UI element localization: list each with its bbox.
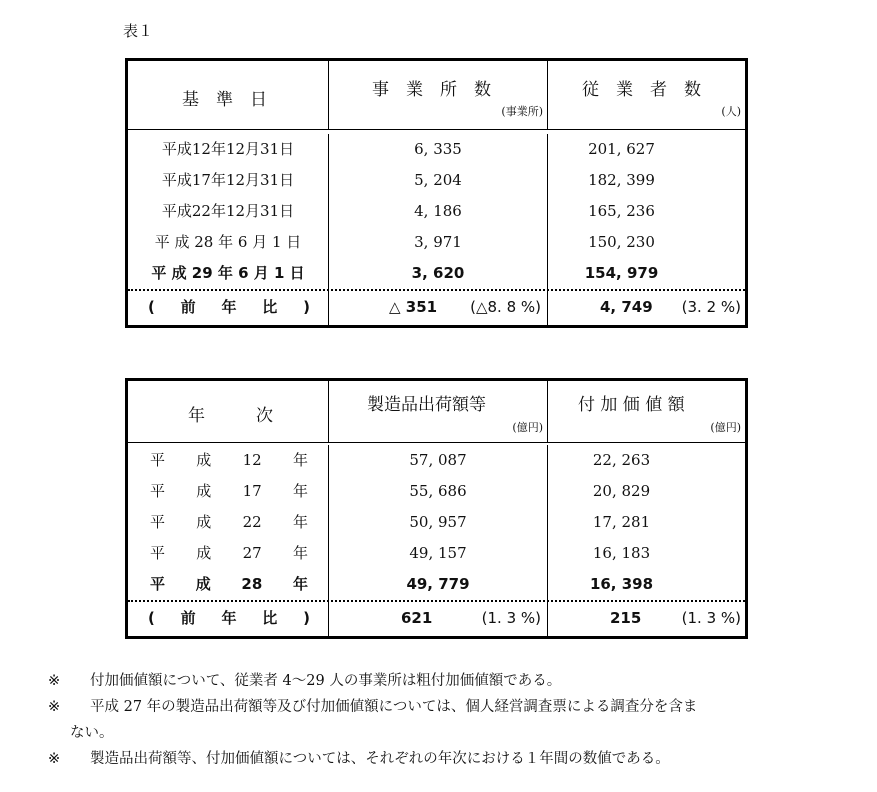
year-part: 成 [196, 513, 212, 531]
change-value: 621 [401, 609, 433, 627]
establishments-table [125, 58, 748, 328]
establishments-cell: 3, 620 [329, 258, 548, 289]
year-cell [128, 445, 329, 476]
year-cell [128, 569, 329, 600]
year-part: 年 [292, 482, 308, 500]
reference-mark: ※ [48, 751, 61, 767]
header-cell-establishments [329, 61, 548, 129]
year-on-year-row [128, 600, 745, 636]
label-char: 前 [180, 298, 196, 316]
shipments-cell: 50, 957 [329, 507, 548, 538]
establishments-cell: 4, 186 [329, 196, 548, 227]
year-part: 成 [195, 575, 211, 593]
table-row [128, 445, 745, 476]
header-title: 付 加 価 値 額 [578, 395, 685, 415]
reference-mark: ※ [48, 673, 61, 689]
year-part: 27 [242, 544, 262, 562]
table-row [128, 227, 745, 258]
paren-open: ( [148, 609, 155, 627]
shipments-table [125, 378, 748, 639]
header-unit: (人) [721, 105, 741, 118]
change-value: 4, 749 [600, 298, 653, 316]
header-unit: (億円) [512, 421, 543, 434]
change-value: 215 [610, 609, 642, 627]
change-percent: (1. 3 %) [481, 609, 541, 627]
header-cell-value-added [548, 381, 745, 442]
year-part: 平 [150, 544, 166, 562]
year-part: 28 [241, 575, 263, 593]
paren-open: ( [148, 298, 155, 316]
year-part: 22 [242, 513, 262, 531]
paren-close: ) [303, 609, 310, 627]
table-row [128, 476, 745, 507]
header-title: 事 業 所 数 [372, 80, 491, 100]
year-cell [128, 507, 329, 538]
year-cell [128, 538, 329, 569]
header-cell-employees [548, 61, 745, 129]
date-cell: 平 成 29 年 6 月 1 日 [128, 258, 329, 289]
establishments-cell: 5, 204 [329, 165, 548, 196]
year-on-year-row [128, 289, 745, 325]
year-part: 平 [150, 513, 166, 531]
date-cell: 平成12年12月31日 [128, 134, 329, 165]
footnote [48, 668, 838, 694]
shipments-cell: 49, 779 [329, 569, 548, 600]
footnote-continuation: ない。 [70, 725, 114, 741]
change-percent: (1. 3 %) [681, 609, 741, 627]
shipments-cell: 55, 686 [329, 476, 548, 507]
establishments-cell: 3, 971 [329, 227, 548, 258]
table-row [128, 165, 745, 196]
value-added-cell: 17, 281 [592, 513, 651, 531]
employees-cell: 165, 236 [588, 202, 655, 220]
value-added-cell: 20, 829 [592, 482, 651, 500]
label-char: 年 [221, 609, 237, 627]
table-row [128, 538, 745, 569]
header-title: 製造品出荷額等 [367, 395, 486, 415]
year-on-year-label [128, 602, 329, 636]
header-unit: (事業所) [501, 105, 543, 118]
table-caption: 表１ [123, 22, 154, 40]
footnotes [48, 668, 838, 772]
paren-close: ) [303, 298, 310, 316]
establishments-cell: 6, 335 [329, 134, 548, 165]
header-cell-year [128, 381, 329, 442]
label-char: 比 [262, 609, 278, 627]
change-percent: (3. 2 %) [681, 298, 741, 316]
year-part: 平 [150, 575, 166, 593]
footnote [48, 746, 838, 772]
header-cell-date [128, 61, 329, 129]
employees-change [548, 291, 745, 325]
label-char: 前 [180, 609, 196, 627]
value-added-change [548, 602, 745, 636]
shipments-cell: 57, 087 [329, 445, 548, 476]
employees-cell: 201, 627 [588, 140, 655, 158]
employees-cell: 154, 979 [584, 264, 659, 282]
year-part: 年 [292, 513, 308, 531]
date-cell: 平 成 28 年 6 月 1 日 [128, 227, 329, 258]
table-header-row [128, 61, 745, 130]
change-value: △ 351 [389, 298, 438, 316]
employees-cell: 182, 399 [588, 171, 655, 189]
table-row-latest [128, 258, 745, 289]
year-part: 年 [292, 575, 308, 593]
table-header-row [128, 381, 745, 443]
value-added-cell: 16, 398 [589, 575, 654, 593]
table-row-latest [128, 569, 745, 600]
year-part: 平 [150, 451, 166, 469]
year-part: 成 [196, 544, 212, 562]
header-title: 基 準 日 [182, 90, 267, 110]
footnote-text: 付加価値額について、従業者 4～29 人の事業所は粗付加価値額である。 [90, 673, 562, 689]
year-part: 成 [196, 482, 212, 500]
reference-mark: ※ [48, 699, 61, 715]
year-on-year-label [128, 291, 329, 325]
year-part: 平 [150, 482, 166, 500]
footnote-text: 製造品出荷額等、付加価値額については、それぞれの年次における１年間の数値である。 [90, 751, 670, 767]
value-added-cell: 22, 263 [592, 451, 651, 469]
table-row [128, 507, 745, 538]
date-cell: 平成22年12月31日 [128, 196, 329, 227]
year-part: 年 [292, 544, 308, 562]
change-percent: (△8. 8 %) [470, 298, 541, 316]
year-part: 年 [292, 451, 308, 469]
date-cell: 平成17年12月31日 [128, 165, 329, 196]
shipments-change [329, 602, 548, 636]
footnote [48, 694, 838, 720]
shipments-cell: 49, 157 [329, 538, 548, 569]
year-cell [128, 476, 329, 507]
header-unit: (億円) [710, 421, 741, 434]
year-part: 17 [242, 482, 262, 500]
table-row [128, 134, 745, 165]
table-row [128, 196, 745, 227]
employees-cell: 150, 230 [588, 233, 655, 251]
year-part: 成 [196, 451, 212, 469]
footnote-text: 平成 27 年の製造品出荷額等及び付加価値額については、個人経営調査票による調査分を含ま [90, 699, 698, 715]
label-char: 年 [221, 298, 237, 316]
establishments-change [329, 291, 548, 325]
header-title: 年 次 [188, 406, 273, 426]
header-cell-shipments [329, 381, 548, 442]
header-title: 従 業 者 数 [582, 80, 701, 100]
label-char: 比 [262, 298, 278, 316]
value-added-cell: 16, 183 [592, 544, 651, 562]
year-part: 12 [242, 451, 262, 469]
